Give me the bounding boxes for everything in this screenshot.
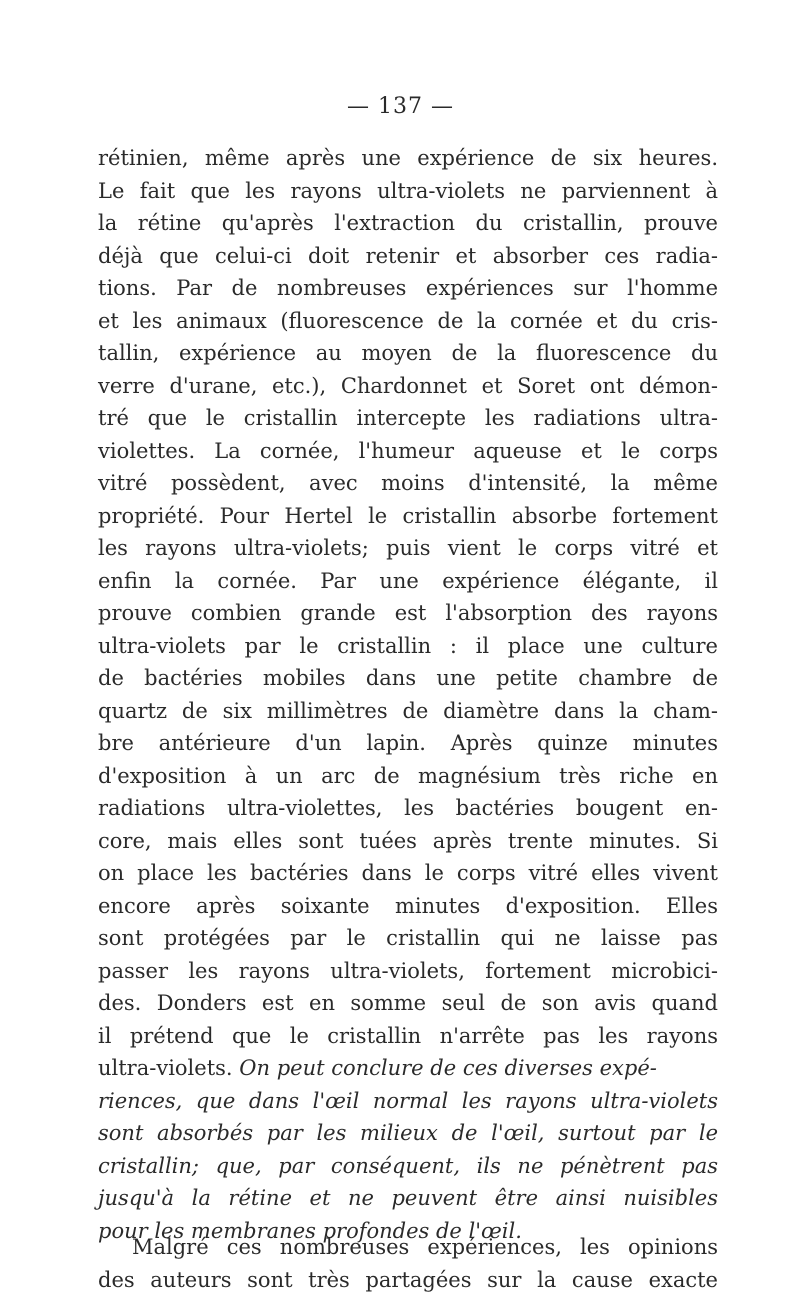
text-line: sont protégées par le cristallin qui ne laisse pas [98, 926, 718, 950]
text-line: Malgré ces nombreuses expériences, les opinions [132, 1235, 718, 1259]
text-line: quartz de six millimètres de diamètre dans la cham- [98, 698, 718, 723]
text-line: la rétine qu'après l'extraction du cristallin, prouve [98, 211, 718, 235]
text-line: rétinien, même après une expérience de six heures. [98, 146, 718, 170]
paragraph-2 [98, 1231, 718, 1296]
text-line: des auteurs sont très partagées sur la cause exacte [98, 1267, 718, 1292]
italic-line: riences, que dans l'œil normal les rayons ultra-violets [98, 1088, 718, 1113]
text-line: ultra-violets par le cristallin : il place une culture [98, 633, 718, 658]
page-number: — 137 — [347, 94, 454, 119]
text-line: il prétend que le cristallin n'arrête pas les rayons [98, 1023, 718, 1048]
paragraph-1 [98, 142, 718, 1247]
text-line: core, mais elles sont tuées après trente minutes. Si [98, 828, 718, 853]
italic-line: sont absorbés par les milieux de l'œil, surtout par le [98, 1121, 718, 1145]
text-line: passer les rayons ultra-violets, fortement microbici- [98, 958, 718, 983]
text-line: bre antérieure d'un lapin. Après quinze minutes [98, 731, 718, 755]
text-line: tions. Par de nombreuses expériences sur l'homme [98, 276, 718, 300]
text-line: encore après soixante minutes d'exposition. Elles [98, 893, 718, 918]
text-line: déjà que celui-ci doit retenir et absorber ces radia- [98, 243, 718, 268]
italic-line: jusqu'à la rétine et ne peuvent être ainsi nuisibles [98, 1186, 718, 1210]
text-line: prouve combien grande est l'absorption des rayons [98, 601, 718, 625]
text-line: tallin, expérience au moyen de la fluorescence du [98, 341, 718, 365]
text-line: d'exposition à un arc de magnésium très riche en [98, 763, 718, 788]
text-line: les rayons ultra-violets; puis vient le corps vitré et [98, 536, 718, 560]
text-line: et les animaux (fluorescence de la cornée et du cris- [98, 308, 718, 333]
text-line: des. Donders est en somme seul de son avis quand [98, 991, 718, 1015]
italic-line: cristallin; que, par conséquent, ils ne pénètrent pas [98, 1153, 718, 1178]
text-line: propriété. Pour Hertel le cristallin absorbe fortement [98, 503, 718, 528]
text-line: on place les bactéries dans le corps vitré elles vivent [98, 861, 718, 885]
text-line-mixed [98, 1052, 718, 1085]
text-line: enfin la cornée. Par une expérience élégante, il [98, 568, 718, 593]
text-line: radiations ultra-violettes, les bactéries bougent en- [98, 796, 718, 820]
text-segment: ultra-violets. [98, 1056, 233, 1080]
text-line: de bactéries mobiles dans une petite chambre de [98, 666, 718, 690]
text-line: vitré possèdent, avec moins d'intensité, la même [98, 471, 718, 495]
italic-segment: On peut conclure de ces diverses expé- [239, 1056, 657, 1080]
text-line: violettes. La cornée, l'humeur aqueuse et le corps [98, 438, 718, 463]
italic-line: pour les membranes profondes de l'œil. [98, 1218, 522, 1243]
text-line: tré que le cristallin intercepte les radiations ultra- [98, 406, 718, 430]
text-line: verre d'urane, etc.), Chardonnet et Soret ont démon- [98, 373, 718, 398]
text-line: Le fait que les rayons ultra-violets ne parviennent à [98, 178, 718, 203]
